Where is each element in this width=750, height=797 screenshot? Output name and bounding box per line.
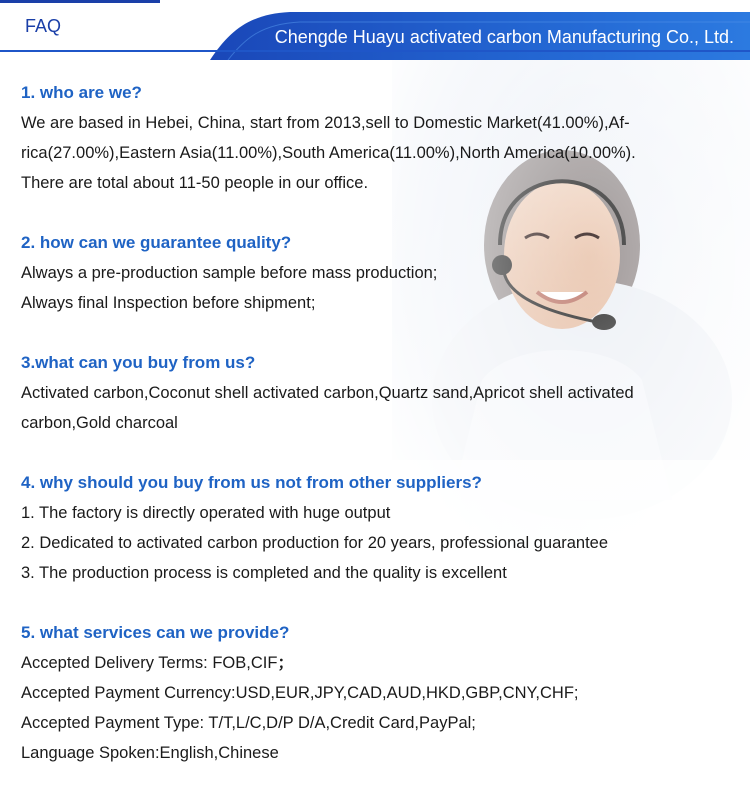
faq-answer-line: Accepted Payment Currency:USD,EUR,JPY,CAD,AUD,HKD,GBP,CNY,CHF; — [21, 684, 579, 702]
faq-answer-line: rica(27.00%),Eastern Asia(11.00%),South America(11.00%),North America(10.00%). — [21, 144, 636, 162]
faq-answer-line: 3. The production process is completed and the quality is excellent — [21, 564, 507, 582]
delivery-terms-text: Accepted Delivery Terms: FOB,CIF — [21, 654, 278, 672]
faq-answer-line: Accepted Payment Type: T/T,L/C,D/P D/A,Credit Card,PayPal; — [21, 714, 476, 732]
faq-question: 3.what can you buy from us? — [21, 353, 256, 372]
faq-answer-line: carbon,Gold charcoal — [21, 414, 178, 432]
faq-guarantee-quality — [21, 228, 721, 318]
faq-answer-line: Language Spoken:English,Chinese — [21, 744, 279, 762]
faq-question: 1. who are we? — [21, 83, 142, 102]
faq-services — [21, 618, 721, 768]
faq-answer-line: Activated carbon,Coconut shell activated carbon,Quartz sand,Apricot shell activated — [21, 384, 634, 402]
faq-answer-line: Always a pre-production sample before mass production; — [21, 264, 438, 282]
delivery-terms-semicolon: ； — [277, 654, 294, 672]
faq-question: 2. how can we guarantee quality? — [21, 233, 292, 252]
faq-heading: FAQ — [25, 16, 62, 36]
faq-question: 5. what services can we provide? — [21, 623, 290, 642]
faq-content — [0, 60, 750, 797]
company-name: Chengde Huayu activated carbon Manufacturing Co., Ltd. — [274, 27, 734, 47]
faq-what-can-you-buy — [21, 348, 721, 438]
faq-answer-line — [21, 648, 721, 678]
faq-answer-line: We are based in Hebei, China, start from 2013,sell to Domestic Market(41.00%),Af- — [21, 114, 630, 132]
faq-answer-line: 1. The factory is directly operated with huge output — [21, 504, 391, 522]
faq-why-buy-from-us — [21, 468, 721, 588]
faq-answer-line: There are total about 11-50 people in our office. — [21, 174, 369, 192]
header-banner — [0, 0, 750, 60]
faq-answer-line: 2. Dedicated to activated carbon production for 20 years, professional guarantee — [21, 534, 609, 552]
faq-answer-line: Always final Inspection before shipment; — [21, 294, 316, 312]
header-underline — [0, 50, 750, 52]
faq-who-are-we — [21, 78, 721, 198]
faq-question: 4. why should you buy from us not from other suppliers? — [21, 473, 482, 492]
